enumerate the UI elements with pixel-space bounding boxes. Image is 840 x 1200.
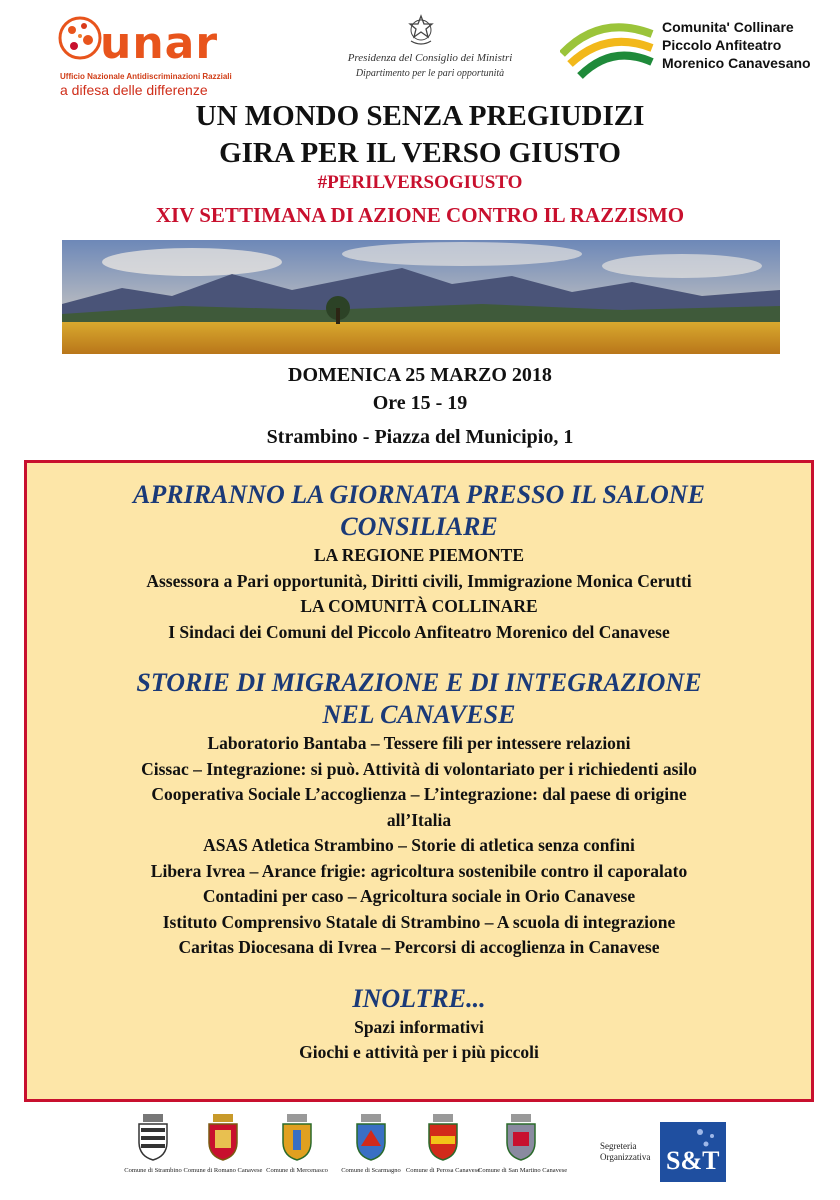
- section-title-stories: STORIE DI MIGRAZIONE E DI INTEGRAZIONE: [136, 668, 702, 697]
- program-content: [27, 479, 811, 1066]
- st-logo: [660, 1122, 726, 1182]
- coat-of-arms-icon: [203, 1112, 243, 1162]
- coat-of-arms-icon: [277, 1112, 317, 1162]
- government-line: Presidenza del Consiglio dei Ministri: [347, 52, 513, 64]
- segreteria-line: Organizzativa: [600, 1152, 651, 1162]
- comunita-line: Morenico Canavesano: [662, 55, 811, 71]
- comunita-line: Piccolo Anfiteatro: [662, 37, 782, 53]
- program-line: Caritas Diocesana di Ivrea – Percorsi di accoglienza in Canavese: [178, 937, 660, 957]
- program-line: Istituto Comprensivo Statale di Strambino – A scuola di integrazione: [162, 911, 676, 932]
- event-time: Ore 15 - 19: [372, 392, 468, 414]
- program-line: Assessora a Pari opportunità, Diritti civili, Immigrazione Monica Cerutti: [146, 570, 692, 591]
- event-place: Strambino - Piazza del Municipio, 1: [266, 426, 574, 448]
- program-box: [24, 460, 814, 1102]
- crest-caption: Comune di Perosa Canavese: [405, 1167, 481, 1174]
- program-line: I Sindaci dei Comuni del Piccolo Anfiteatro Morenico del Canavese: [168, 621, 670, 642]
- main-title-line-1: UN MONDO SENZA PREGIUDIZI: [195, 100, 645, 132]
- italian-emblem-icon: [408, 14, 434, 48]
- section-title-stories: NEL CANAVESE: [322, 700, 516, 729]
- event-date: DOMENICA 25 MARZO 2018: [288, 364, 552, 386]
- comunita-line: Comunita' Collinare: [662, 19, 794, 35]
- landscape-photo: [62, 240, 780, 354]
- program-line: Laboratorio Bantaba – Tessere fili per intessere relazioni: [207, 733, 631, 753]
- crest-caption: Comune di San Martino Canavese: [478, 1167, 568, 1174]
- program-line: Cissac – Integrazione: si può. Attività di volontariato per i richiedenti asilo: [141, 758, 697, 779]
- crest-caption: Comune di Strambino: [124, 1167, 182, 1174]
- program-line: Giochi e attività per i più piccoli: [299, 1042, 539, 1062]
- comunita-collinare-name: [662, 18, 811, 72]
- program-line: Contadini per caso – Agricoltura sociale in Orio Canavese: [202, 886, 636, 906]
- crest-san-martino: [478, 1112, 568, 1174]
- unar-subtitle: Ufficio Nazionale Antidiscriminazioni Razziali: [60, 72, 232, 81]
- program-line: Libera Ivrea – Arance frigie: agricoltura sostenibile contro il caporalato: [150, 860, 688, 881]
- main-title-line-2: GIRA PER IL VERSO GIUSTO: [219, 137, 621, 169]
- unar-logo-word: unar: [100, 18, 219, 69]
- program-line: LA COMUNITÀ COLLINARE: [300, 596, 538, 616]
- program-line: Cooperativa Sociale L’accoglienza – L’integrazione: dal paese di origine: [151, 784, 687, 804]
- section-title-opening: CONSILIARE: [340, 512, 498, 541]
- crest-caption: Comune di Mercenasco: [266, 1167, 328, 1174]
- unar-globe-icon: [58, 14, 102, 72]
- unar-tagline: a difesa delle differenze: [60, 82, 208, 98]
- event-series-title: XIV SETTIMANA DI AZIONE CONTRO IL RAZZISMO: [155, 203, 685, 227]
- segreteria-label: [600, 1141, 650, 1163]
- section-title-more: INOLTRE...: [352, 983, 486, 1013]
- crest-caption: Comune di Scarmagno: [341, 1167, 401, 1174]
- program-line: ASAS Atletica Strambino – Storie di atletica senza confini: [203, 835, 635, 855]
- crest-caption: Comune di Romano Canavese: [183, 1167, 263, 1174]
- st-logo-text: S&T: [666, 1146, 720, 1175]
- program-line: LA REGIONE PIEMONTE: [313, 545, 525, 565]
- section-title-opening: APRIRANNO LA GIORNATA PRESSO IL SALONE: [133, 480, 705, 509]
- program-line: all’Italia: [386, 809, 452, 830]
- coat-of-arms-icon: [423, 1112, 463, 1162]
- program-line: Spazi informativi: [354, 1016, 484, 1037]
- coat-of-arms-icon: [501, 1112, 541, 1162]
- hashtag: #PERILVERSOGIUSTO: [317, 172, 523, 193]
- coat-of-arms-icon: [351, 1112, 391, 1162]
- comunita-collinare-logo-icon: [560, 20, 656, 86]
- department-line: Dipartimento per le pari opportunità: [355, 68, 505, 79]
- crest-perosa: [400, 1112, 486, 1174]
- coat-of-arms-icon: [133, 1112, 173, 1162]
- segreteria-line: Segreteria: [600, 1141, 637, 1151]
